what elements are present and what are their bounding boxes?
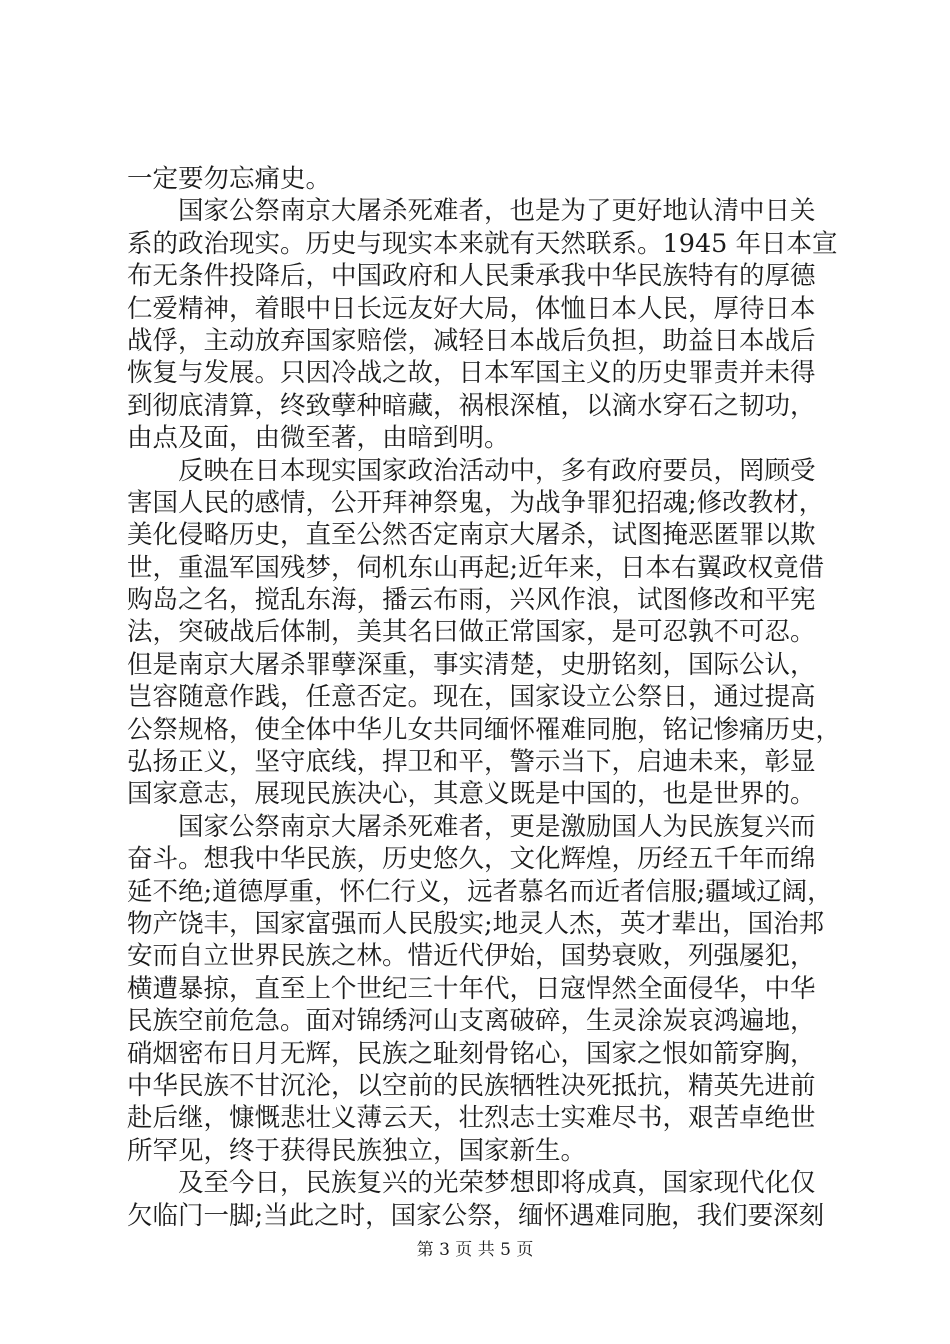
- text-line: 中华民族不甘沉沦，以空前的民族牺牲决死抵抗，精英先进前: [127, 1070, 816, 1101]
- text-line: 岂容随意作践，任意否定。现在，国家设立公祭日，通过提高: [127, 682, 816, 713]
- text-line: 公祭规格，使全体中华儿女共同缅怀罹难同胞，铭记惨痛历史，: [127, 714, 842, 745]
- text-line: 战俘，主动放弃国家赔偿，减轻日本战后负担，助益日本战后: [127, 325, 816, 356]
- text-line: 国家意志，展现民族决心，其意义既是中国的，也是世界的。: [127, 779, 816, 810]
- text-line: 法，突破战后体制，美其名曰做正常国家，是可忍孰不可忍。: [127, 617, 816, 648]
- text-line: 系的政治现实。历史与现实本来就有天然联系。1945 年日本宣: [127, 228, 838, 259]
- text-line: 国家公祭南京大屠杀死难者，更是激励国人为民族复兴而: [127, 811, 816, 842]
- body-text: [127, 163, 845, 1232]
- text-line: 布无条件投降后，中国政府和人民秉承我中华民族特有的厚德: [127, 261, 816, 292]
- text-line: 美化侵略历史，直至公然否定南京大屠杀，试图掩恶匿罪以欺: [127, 520, 816, 551]
- text-line: 一定要勿忘痛史。: [127, 164, 332, 194]
- text-line: 欠临门一脚;当此之时，国家公祭，缅怀遇难同胞，我们要深刻: [127, 1200, 825, 1231]
- text-line: 国家公祭南京大屠杀死难者，也是为了更好地认清中日关: [127, 196, 816, 227]
- text-line: 安而自立世界民族之林。惜近代伊始，国势衰败，列强屡犯，: [127, 941, 816, 972]
- text-line: 由点及面，由微至著，由暗到明。: [127, 423, 510, 454]
- text-line: 到彻底清算，终致孽种暗藏，祸根深植，以滴水穿石之韧功，: [127, 390, 816, 421]
- text-line: 所罕见，终于获得民族独立，国家新生。: [127, 1135, 587, 1166]
- text-line: 反映在日本现实国家政治活动中，多有政府要员，罔顾受: [127, 455, 816, 486]
- page-footer: 第 3 页 共 5 页: [416, 1240, 534, 1260]
- text-line: 恢复与发展。只因冷战之故，日本军国主义的历史罪责并未得: [127, 358, 816, 389]
- text-line: 奋斗。想我中华民族，历史悠久，文化辉煌，历经五千年而绵: [127, 844, 816, 875]
- text-line: 横遭暴掠，直至上个世纪三十年代，日寇悍然全面侵华，中华: [127, 973, 816, 1004]
- text-line: 世，重温军国残梦，伺机东山再起;近年来，日本右翼政权竟借: [127, 552, 825, 583]
- text-line: 及至今日，民族复兴的光荣梦想即将成真，国家现代化仅: [127, 1168, 816, 1199]
- text-line: 仁爱精神，着眼中日长远友好大局，体恤日本人民，厚待日本: [127, 293, 816, 324]
- text-line: 购岛之名，搅乱东海，播云布雨，兴风作浪，试图修改和平宪: [127, 585, 816, 616]
- text-line: 硝烟密布日月无辉，民族之耻刻骨铭心，国家之恨如箭穿胸，: [127, 1038, 816, 1069]
- text-line: 但是南京大屠杀罪孽深重，事实清楚，史册铭刻，国际公认，: [127, 649, 816, 680]
- text-line: 害国人民的感情，公开拜神祭鬼，为战争罪犯招魂;修改教材，: [127, 487, 825, 518]
- text-line: 延不绝;道德厚重，怀仁行义，远者慕名而近者信服;疆域辽阔，: [127, 876, 833, 907]
- text-line: 物产饶丰，国家富强而人民殷实;地灵人杰，英才辈出，国治邦: [127, 908, 825, 939]
- text-line: 弘扬正义，坚守底线，捍卫和平，警示当下，启迪未来，彰显: [127, 747, 816, 778]
- text-line: 民族空前危急。面对锦绣河山支离破碎，生灵涂炭哀鸿遍地，: [127, 1006, 816, 1037]
- text-line: 赴后继，慷慨悲壮义薄云天，壮烈志士实难尽书，艰苦卓绝世: [127, 1103, 816, 1134]
